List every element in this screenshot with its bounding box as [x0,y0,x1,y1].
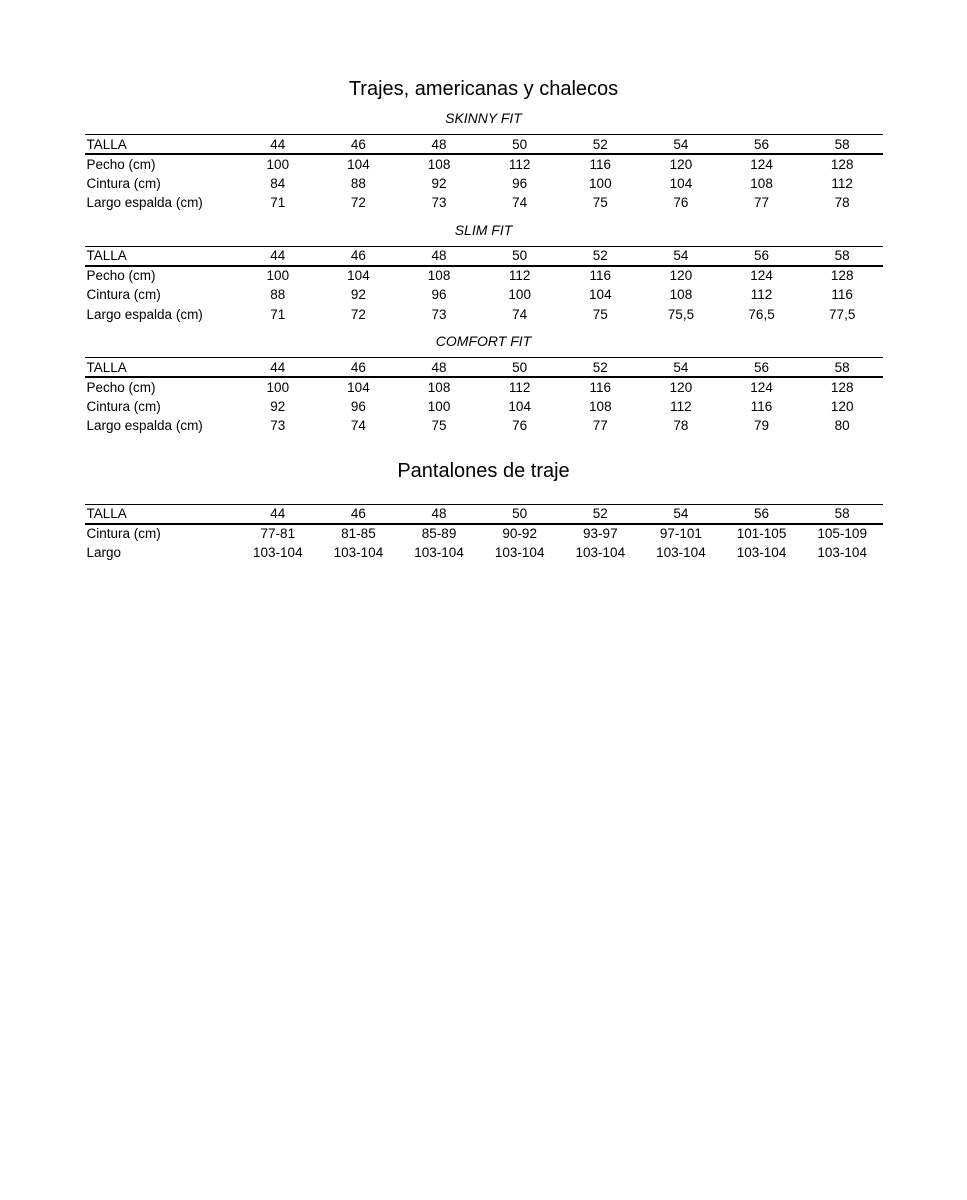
size-header-cell: 44 [270,136,286,152]
measure-value-cell: 103-104 [575,545,626,561]
size-header-cell: 50 [512,136,528,152]
measure-row-label: Cintura (cm) [86,526,161,542]
measure-value-cell: 77-81 [260,526,296,542]
measure-value-cell: 88 [350,175,366,191]
size-header-row [85,246,883,266]
size-table-slim [85,246,883,325]
measure-row [85,154,883,174]
measure-value-cell: 104 [347,379,370,395]
measure-row [85,543,883,563]
measure-value-cell: 90-92 [502,526,537,542]
size-header-row [85,135,883,155]
measure-value-cell: 100 [266,156,290,172]
size-table-skinny [85,134,883,213]
measure-value-cell: 103-104 [656,545,706,561]
measure-value-cell: 128 [830,268,854,284]
measure-value-cell: 76,5 [748,306,775,322]
size-header-cell: 56 [754,506,770,521]
measure-value-cell: 97-101 [659,526,702,542]
measure-value-cell: 116 [750,398,773,414]
measure-value-cell: 103-104 [253,545,303,561]
measure-row [85,397,883,417]
size-header-cell: 44 [270,506,286,521]
measure-value-cell: 96 [350,398,366,414]
measure-value-cell: 112 [508,379,531,395]
measure-row-label: Cintura (cm) [86,287,161,303]
size-header-cell: 52 [592,506,608,521]
measure-value-cell: 78 [673,418,689,434]
size-header-cell: 52 [592,136,608,152]
measure-value-cell: 128 [830,379,854,395]
size-header-cell: 50 [512,359,528,375]
size-header-cell: 44 [270,248,286,263]
measure-value-cell: 92 [350,287,366,303]
measure-row-label: Pecho (cm) [86,379,156,395]
fit-section-comfort [0,333,967,436]
measure-row-label: Largo espalda (cm) [86,306,203,322]
size-header-label: TALLA [86,136,127,152]
size-header-cell: 58 [834,248,850,263]
measure-value-cell: 120 [669,379,693,395]
size-header-cell: 58 [834,506,850,521]
measure-value-cell: 73 [431,195,447,211]
size-header-cell: 50 [512,248,528,263]
size-header-cell: 48 [431,506,447,521]
measure-value-cell: 116 [589,156,612,172]
size-header-cell: 56 [754,136,770,152]
size-header-label: TALLA [86,506,127,521]
measure-value-cell: 108 [427,379,451,395]
size-table-comfort [85,357,883,436]
fit-section-slim [0,222,967,325]
measure-row-label: Cintura (cm) [86,175,161,191]
measure-row [85,266,883,286]
measure-value-cell: 75 [592,306,608,322]
size-header-row [85,358,883,378]
measure-value-cell: 78 [834,195,850,211]
size-header-cell: 48 [431,359,447,375]
measure-value-cell: 116 [831,287,853,303]
measure-value-cell: 124 [750,379,773,395]
measure-value-cell: 108 [427,268,451,284]
size-header-row [85,504,883,524]
size-table-trousers [85,504,883,563]
size-header-cell: 48 [431,136,447,152]
measure-value-cell: 124 [750,156,773,172]
fit-label-comfort: COMFORT FIT [435,333,532,349]
measure-value-cell: 96 [431,287,447,303]
measure-value-cell: 105-109 [817,526,867,542]
measure-value-cell: 116 [589,379,612,395]
measure-value-cell: 104 [347,268,370,284]
size-header-cell: 58 [834,359,850,375]
measure-value-cell: 76 [512,418,528,434]
measure-row-label: Pecho (cm) [86,156,156,172]
measure-value-cell: 72 [350,195,366,211]
measure-row [85,377,883,397]
measure-value-cell: 77,5 [829,306,856,322]
size-header-cell: 46 [350,136,366,152]
measure-value-cell: 88 [270,287,286,303]
measure-value-cell: 93-97 [583,526,618,542]
measure-value-cell: 77 [754,195,770,211]
size-header-cell: 46 [350,359,366,375]
measure-value-cell: 101-105 [736,526,787,542]
size-header-label: TALLA [86,248,127,263]
measure-value-cell: 128 [830,156,854,172]
fit-label-slim: SLIM FIT [454,221,513,238]
measure-row-label: Pecho (cm) [86,268,156,284]
measure-value-cell: 108 [427,156,451,172]
measure-value-cell: 112 [750,287,773,303]
measure-value-cell: 85-89 [421,526,457,542]
measure-value-cell: 74 [512,306,528,322]
measure-value-cell: 92 [431,175,447,191]
measure-row [85,305,883,325]
fit-section-skinny [0,110,967,213]
measure-value-cell: 120 [669,156,693,172]
size-header-cell: 56 [754,359,770,375]
measure-value-cell: 103-104 [817,545,867,561]
measure-value-cell: 120 [830,398,854,414]
measure-value-cell: 79 [754,418,770,434]
measure-value-cell: 100 [508,287,531,303]
size-header-cell: 54 [673,506,689,521]
measure-value-cell: 112 [670,398,692,414]
measure-value-cell: 120 [669,268,693,284]
measure-value-cell: 92 [270,398,286,414]
measure-value-cell: 112 [508,156,531,172]
measure-value-cell: 75 [431,418,447,434]
measure-value-cell: 108 [669,287,693,303]
measure-value-cell: 75 [592,195,608,211]
measure-value-cell: 73 [431,306,447,322]
fit-label-skinny: SKINNY FIT [445,110,522,126]
suits-title: Trajes, americanas y chalecos [348,78,619,100]
measure-value-cell: 100 [266,268,290,284]
measure-row [85,174,883,194]
measure-row-label: Largo espalda (cm) [86,195,203,211]
measure-value-cell: 71 [270,306,286,322]
size-header-cell: 54 [673,248,689,263]
measure-value-cell: 100 [266,379,290,395]
size-header-cell: 52 [592,248,608,263]
size-header-cell: 44 [270,359,286,375]
size-header-cell: 54 [673,136,689,152]
measure-value-cell: 80 [834,418,850,434]
measure-value-cell: 124 [750,268,773,284]
measure-value-cell: 112 [831,175,853,191]
measure-row-label: Cintura (cm) [86,398,161,414]
measure-value-cell: 108 [750,175,773,191]
size-header-cell: 46 [350,248,366,263]
measure-value-cell: 77 [592,418,608,434]
size-header-cell: 54 [673,359,689,375]
size-header-cell: 58 [834,136,850,152]
size-header-cell: 56 [754,248,770,263]
measure-value-cell: 73 [270,418,286,434]
measure-row-label: Largo [86,545,122,561]
size-header-cell: 48 [431,248,447,263]
trousers-title: Pantalones de traje [397,459,570,482]
size-header-cell: 50 [512,506,528,521]
measure-row-label: Largo espalda (cm) [86,418,203,434]
size-header-cell: 46 [350,506,366,521]
measure-value-cell: 104 [508,398,531,414]
size-header-cell: 52 [592,359,608,375]
measure-value-cell: 75,5 [667,306,695,322]
measure-value-cell: 112 [508,268,531,284]
measure-value-cell: 108 [589,398,612,414]
measure-value-cell: 96 [512,175,528,191]
measure-value-cell: 72 [350,306,366,322]
measure-row [85,285,883,305]
measure-row [85,193,883,213]
measure-value-cell: 116 [589,268,612,284]
measure-row [85,416,883,436]
measure-value-cell: 103-104 [414,545,464,561]
measure-value-cell: 74 [350,418,366,434]
measure-value-cell: 104 [589,287,612,303]
measure-value-cell: 84 [270,175,286,191]
measure-value-cell: 104 [669,175,693,191]
measure-value-cell: 81-85 [341,526,376,542]
measure-value-cell: 103-104 [736,545,787,561]
measure-value-cell: 74 [512,195,528,211]
measure-row [85,524,883,544]
measure-value-cell: 100 [427,398,451,414]
measure-value-cell: 103-104 [494,545,545,561]
measure-value-cell: 100 [589,175,612,191]
size-header-label: TALLA [86,359,127,375]
measure-value-cell: 104 [347,156,370,172]
measure-value-cell: 71 [270,195,286,211]
measure-value-cell: 103-104 [333,545,384,561]
measure-value-cell: 76 [673,195,689,211]
